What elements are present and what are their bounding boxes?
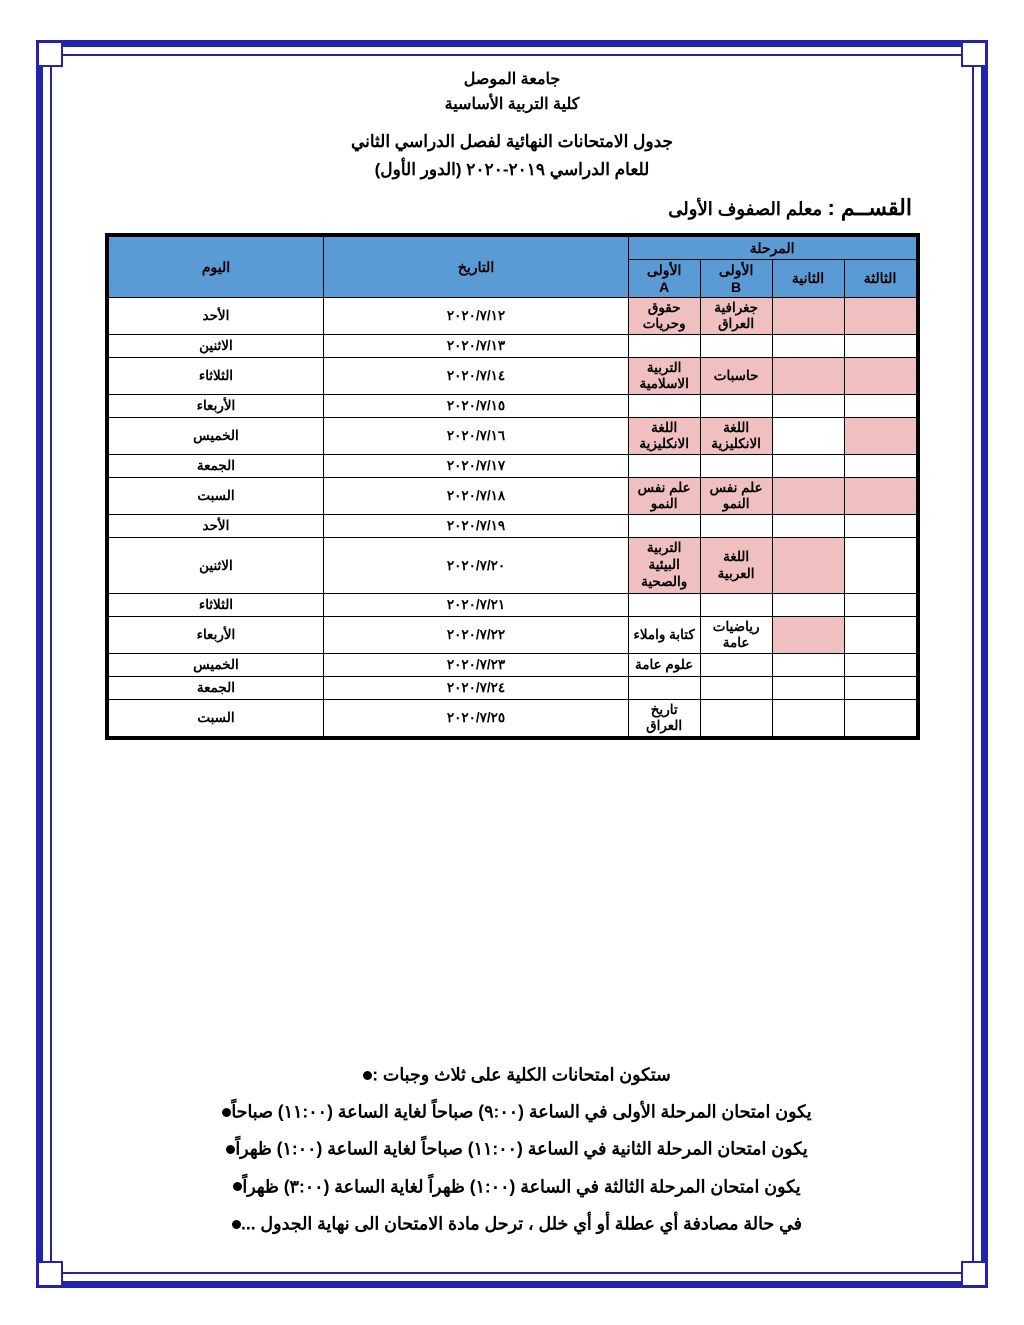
cell-date: ٢٠٢٠/٧/١٩: [324, 515, 628, 538]
cell-date: ٢٠٢٠/٧/٢١: [324, 594, 628, 617]
university-name: جامعة الموصل: [463, 71, 561, 88]
cell-stage1b: [700, 654, 772, 677]
table-head: [108, 237, 916, 298]
bullet-icon: [222, 1108, 231, 1117]
cell-date: ٢٠٢٠/٧/١٧: [324, 455, 628, 478]
cell-stage1b: [700, 335, 772, 358]
notes-list: [92, 1063, 932, 1236]
cell-day: الثلاثاء: [108, 594, 324, 617]
note-text: يكون امتحان المرحلة الثانية في الساعة (١١:٠٠) صباحاً لغاية الساعة (١:٠٠) ظهراً: [235, 1138, 808, 1159]
cell-stage1a: [628, 594, 700, 617]
cell-stage1a: التربية البيئية والصحية: [628, 538, 700, 594]
cell-date: ٢٠٢٠/٧/٢٣: [324, 654, 628, 677]
title-line-2: للعام الدراسي ٢٠١٩-٢٠٢٠ (الدور الأول): [374, 160, 650, 180]
notes-section: [62, 1063, 962, 1249]
cell-day: الجمعة: [108, 677, 324, 700]
cell-stage1a: [628, 455, 700, 478]
cell-day: الأحد: [108, 515, 324, 538]
cell-day: الخميس: [108, 654, 324, 677]
cell-day: الأحد: [108, 298, 324, 335]
corner-ornament-bottom-left: [37, 1261, 63, 1287]
document-content: [62, 58, 962, 1268]
cell-stage3: [844, 395, 916, 418]
stage1a-label-line1: الأولى: [646, 262, 682, 279]
table-row: [108, 700, 916, 737]
column-header-stage1b: [700, 260, 772, 298]
cell-stage1b: جغرافية العراق: [700, 298, 772, 335]
cell-stage2: [772, 677, 844, 700]
cell-stage1a: علم نفس النمو: [628, 478, 700, 515]
table-row: [108, 654, 916, 677]
cell-stage2: [772, 298, 844, 335]
cell-stage2: [772, 617, 844, 654]
cell-stage1a: [628, 395, 700, 418]
note-item: [92, 1212, 932, 1236]
cell-stage1b: رياضيات عامة: [700, 617, 772, 654]
cell-stage2: [772, 335, 844, 358]
department-label: القســم :: [827, 195, 912, 221]
cell-stage3: [844, 358, 916, 395]
table-row: [108, 478, 916, 515]
cell-day: السبت: [108, 478, 324, 515]
cell-stage3: [844, 700, 916, 737]
table-row: [108, 617, 916, 654]
cell-stage2: [772, 418, 844, 455]
cell-stage1a: كتابة واملاء: [628, 617, 700, 654]
cell-stage3: [844, 418, 916, 455]
cell-day: الأربعاء: [108, 617, 324, 654]
table-group-header-row: [108, 237, 916, 260]
cell-stage2: [772, 700, 844, 737]
cell-stage1a: [628, 335, 700, 358]
cell-date: ٢٠٢٠/٧/١٨: [324, 478, 628, 515]
table-row: [108, 594, 916, 617]
stage1b-label-line2: B: [731, 279, 742, 296]
note-text: في حالة مصادفة أي عطلة أو أي خلل ، ترحل مادة الامتحان الى نهاية الجدول ...: [240, 1213, 803, 1234]
cell-date: ٢٠٢٠/٧/١٦: [324, 418, 628, 455]
cell-stage2: [772, 515, 844, 538]
department-value: معلم الصفوف الأولى: [668, 199, 823, 220]
note-text: يكون امتحان المرحلة الأولى في الساعة (٩:٠٠) صباحاً لغاية الساعة (١١:٠٠) صباحاً: [231, 1101, 812, 1122]
page-title: [62, 128, 962, 186]
cell-stage1b: [700, 677, 772, 700]
cell-stage1a: تاريخ العراق: [628, 700, 700, 737]
table-body: [108, 298, 916, 737]
column-header-date: التاريخ: [324, 237, 628, 298]
table-row: [108, 455, 916, 478]
cell-stage2: [772, 594, 844, 617]
cell-stage3: [844, 677, 916, 700]
column-header-stage2: الثانية: [772, 260, 844, 298]
cell-stage2: [772, 358, 844, 395]
exam-schedule-table-wrapper: [105, 233, 920, 740]
table-row: [108, 358, 916, 395]
note-item: [92, 1100, 932, 1124]
cell-stage1b: اللغة العربية: [700, 538, 772, 594]
cell-date: ٢٠٢٠/٧/٢٢: [324, 617, 628, 654]
college-name: كلية التربية الأساسية: [444, 95, 580, 113]
cell-date: ٢٠٢٠/٧/١٣: [324, 335, 628, 358]
cell-stage1a: اللغة الانكليزية: [628, 418, 700, 455]
table-row: [108, 335, 916, 358]
cell-stage2: [772, 455, 844, 478]
column-header-day: اليوم: [108, 237, 324, 298]
cell-stage2: [772, 395, 844, 418]
cell-stage1b: [700, 700, 772, 737]
cell-date: ٢٠٢٠/٧/١٥: [324, 395, 628, 418]
cell-day: الاثنين: [108, 538, 324, 594]
corner-ornament-top-right: [961, 41, 987, 67]
cell-stage1a: علوم عامة: [628, 654, 700, 677]
cell-stage1b: علم نفس النمو: [700, 478, 772, 515]
table-row: [108, 418, 916, 455]
cell-date: ٢٠٢٠/٧/١٤: [324, 358, 628, 395]
cell-stage3: [844, 538, 916, 594]
group-header-stage: المرحلة: [628, 237, 916, 260]
cell-stage1b: [700, 594, 772, 617]
cell-stage2: [772, 478, 844, 515]
cell-stage1b: [700, 515, 772, 538]
cell-stage1a: [628, 515, 700, 538]
cell-day: الأربعاء: [108, 395, 324, 418]
column-header-stage3: الثالثة: [844, 260, 916, 298]
cell-stage3: [844, 298, 916, 335]
cell-day: الاثنين: [108, 335, 324, 358]
cell-date: ٢٠٢٠/٧/٢٠: [324, 538, 628, 594]
cell-stage3: [844, 617, 916, 654]
bullet-icon: [226, 1145, 235, 1154]
cell-stage3: [844, 515, 916, 538]
note-text: ستكون امتحانات الكلية على ثلاث وجبات :: [372, 1064, 671, 1085]
stage1b-label-line1: الأولى: [718, 262, 754, 279]
cell-stage1a: [628, 677, 700, 700]
cell-stage1b: [700, 395, 772, 418]
cell-stage1b: حاسبات: [700, 358, 772, 395]
cell-stage3: [844, 478, 916, 515]
cell-stage2: [772, 538, 844, 594]
cell-date: ٢٠٢٠/٧/٢٤: [324, 677, 628, 700]
title-line-1: جدول الامتحانات النهائية لفصل الدراسي الثاني: [350, 131, 674, 151]
cell-stage1a: التربية الاسلامية: [628, 358, 700, 395]
cell-day: الجمعة: [108, 455, 324, 478]
department-line: [62, 195, 962, 221]
corner-ornament-top-left: [37, 41, 63, 67]
bullet-icon: [232, 1220, 241, 1229]
cell-day: السبت: [108, 700, 324, 737]
table-row: [108, 677, 916, 700]
cell-stage1b: اللغة الانكليزية: [700, 418, 772, 455]
bullet-icon: [363, 1071, 372, 1080]
exam-schedule-table: [108, 236, 917, 737]
cell-date: ٢٠٢٠/٧/١٢: [324, 298, 628, 335]
table-row: [108, 515, 916, 538]
note-text: يكون امتحان المرحلة الثالثة في الساعة (١:٠٠) ظهراً لغاية الساعة (٣:٠٠) ظهراً: [242, 1176, 801, 1197]
cell-stage3: [844, 654, 916, 677]
cell-day: الثلاثاء: [108, 358, 324, 395]
corner-ornament-bottom-right: [961, 1261, 987, 1287]
column-header-stage1a: [628, 260, 700, 298]
cell-date: ٢٠٢٠/٧/٢٥: [324, 700, 628, 737]
table-row: [108, 538, 916, 594]
table-row: [108, 395, 916, 418]
note-item: [92, 1137, 932, 1161]
cell-stage1b: [700, 455, 772, 478]
note-item: [92, 1063, 932, 1087]
table-row: [108, 298, 916, 335]
bullet-icon: [233, 1182, 242, 1191]
stage1a-label-line2: A: [659, 279, 670, 296]
cell-stage3: [844, 335, 916, 358]
cell-stage2: [772, 654, 844, 677]
note-item: [92, 1175, 932, 1199]
cell-stage1a: حقوق وحريات: [628, 298, 700, 335]
institution-header: [62, 68, 962, 118]
cell-day: الخميس: [108, 418, 324, 455]
cell-stage3: [844, 594, 916, 617]
cell-stage3: [844, 455, 916, 478]
